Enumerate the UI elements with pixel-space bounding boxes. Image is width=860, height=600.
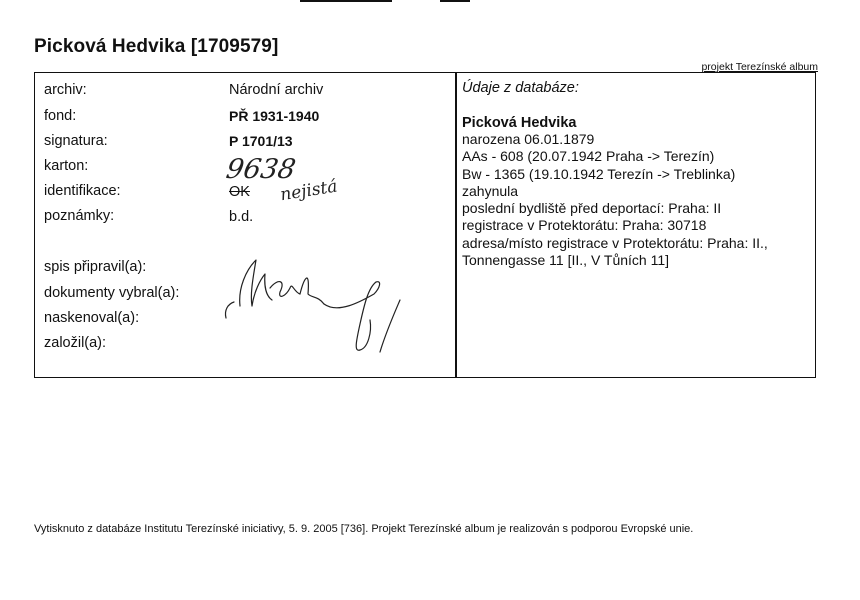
field-label-identifikace: identifikace:	[44, 183, 121, 199]
handwritten-identifikace-note	[268, 166, 364, 206]
karton-number: 9638	[224, 154, 298, 185]
registration-address-continued: Tonnengasse 11 [II., V Tůních 11]	[462, 252, 670, 269]
database-details	[462, 131, 814, 269]
transport-2: Bw - 1365 (19.10.1942 Terezín -> Treblinka)	[462, 165, 736, 182]
birth-date: narozena 06.01.1879	[462, 131, 595, 147]
field-value-identifikace: OK	[229, 184, 250, 200]
person-name: Picková Hedvika	[462, 115, 577, 131]
scan-edge-mark	[440, 0, 470, 2]
transport-1: AAs - 608 (20.07.1942 Praha -> Terezín)	[462, 148, 715, 165]
print-footer: Vytisknuto z databáze Institutu Terezínské iniciativy, 5. 9. 2005 [736]. Projekt Terezínské album je realizován s podporou Evropské unie.	[34, 523, 694, 535]
field-label-karton: karton:	[44, 158, 89, 174]
field-label-zalozil: založil(a):	[44, 335, 107, 351]
field-label-poznamky: poznámky:	[44, 208, 115, 224]
field-value-archiv: Národní archiv	[229, 82, 324, 98]
page-title: Picková Hedvika [1709579]	[34, 36, 279, 57]
identifikace-note: nejistá	[278, 176, 339, 206]
last-residence: poslední bydliště před deportací: Praha: II	[462, 200, 722, 217]
protectorate-registration: registrace v Protektorátu: Praha: 30718	[462, 217, 707, 234]
field-value-fond: PŘ 1931-1940	[229, 108, 320, 124]
database-heading: Údaje z databáze:	[462, 80, 579, 96]
field-value-signatura: P 1701/13	[229, 133, 293, 149]
field-label-fond: fond:	[44, 108, 77, 124]
registration-address: adresa/místo registrace v Protektorátu: Praha: II.,	[462, 234, 768, 251]
fate: zahynula	[462, 182, 519, 199]
field-label-signatura: signatura:	[44, 133, 108, 149]
field-value-poznamky: b.d.	[229, 209, 254, 225]
card-divider	[455, 72, 457, 378]
field-label-archiv: archiv:	[44, 82, 87, 98]
handwritten-signature	[220, 248, 430, 366]
field-label-spis-pripravil: spis připravil(a):	[44, 259, 147, 275]
project-label: projekt Terezínské album	[701, 61, 818, 73]
signature-strokes	[225, 260, 400, 352]
field-label-naskenoval: naskenoval(a):	[44, 310, 140, 326]
field-label-dokumenty-vybral: dokumenty vybral(a):	[44, 285, 180, 301]
scan-edge-mark	[300, 0, 392, 2]
